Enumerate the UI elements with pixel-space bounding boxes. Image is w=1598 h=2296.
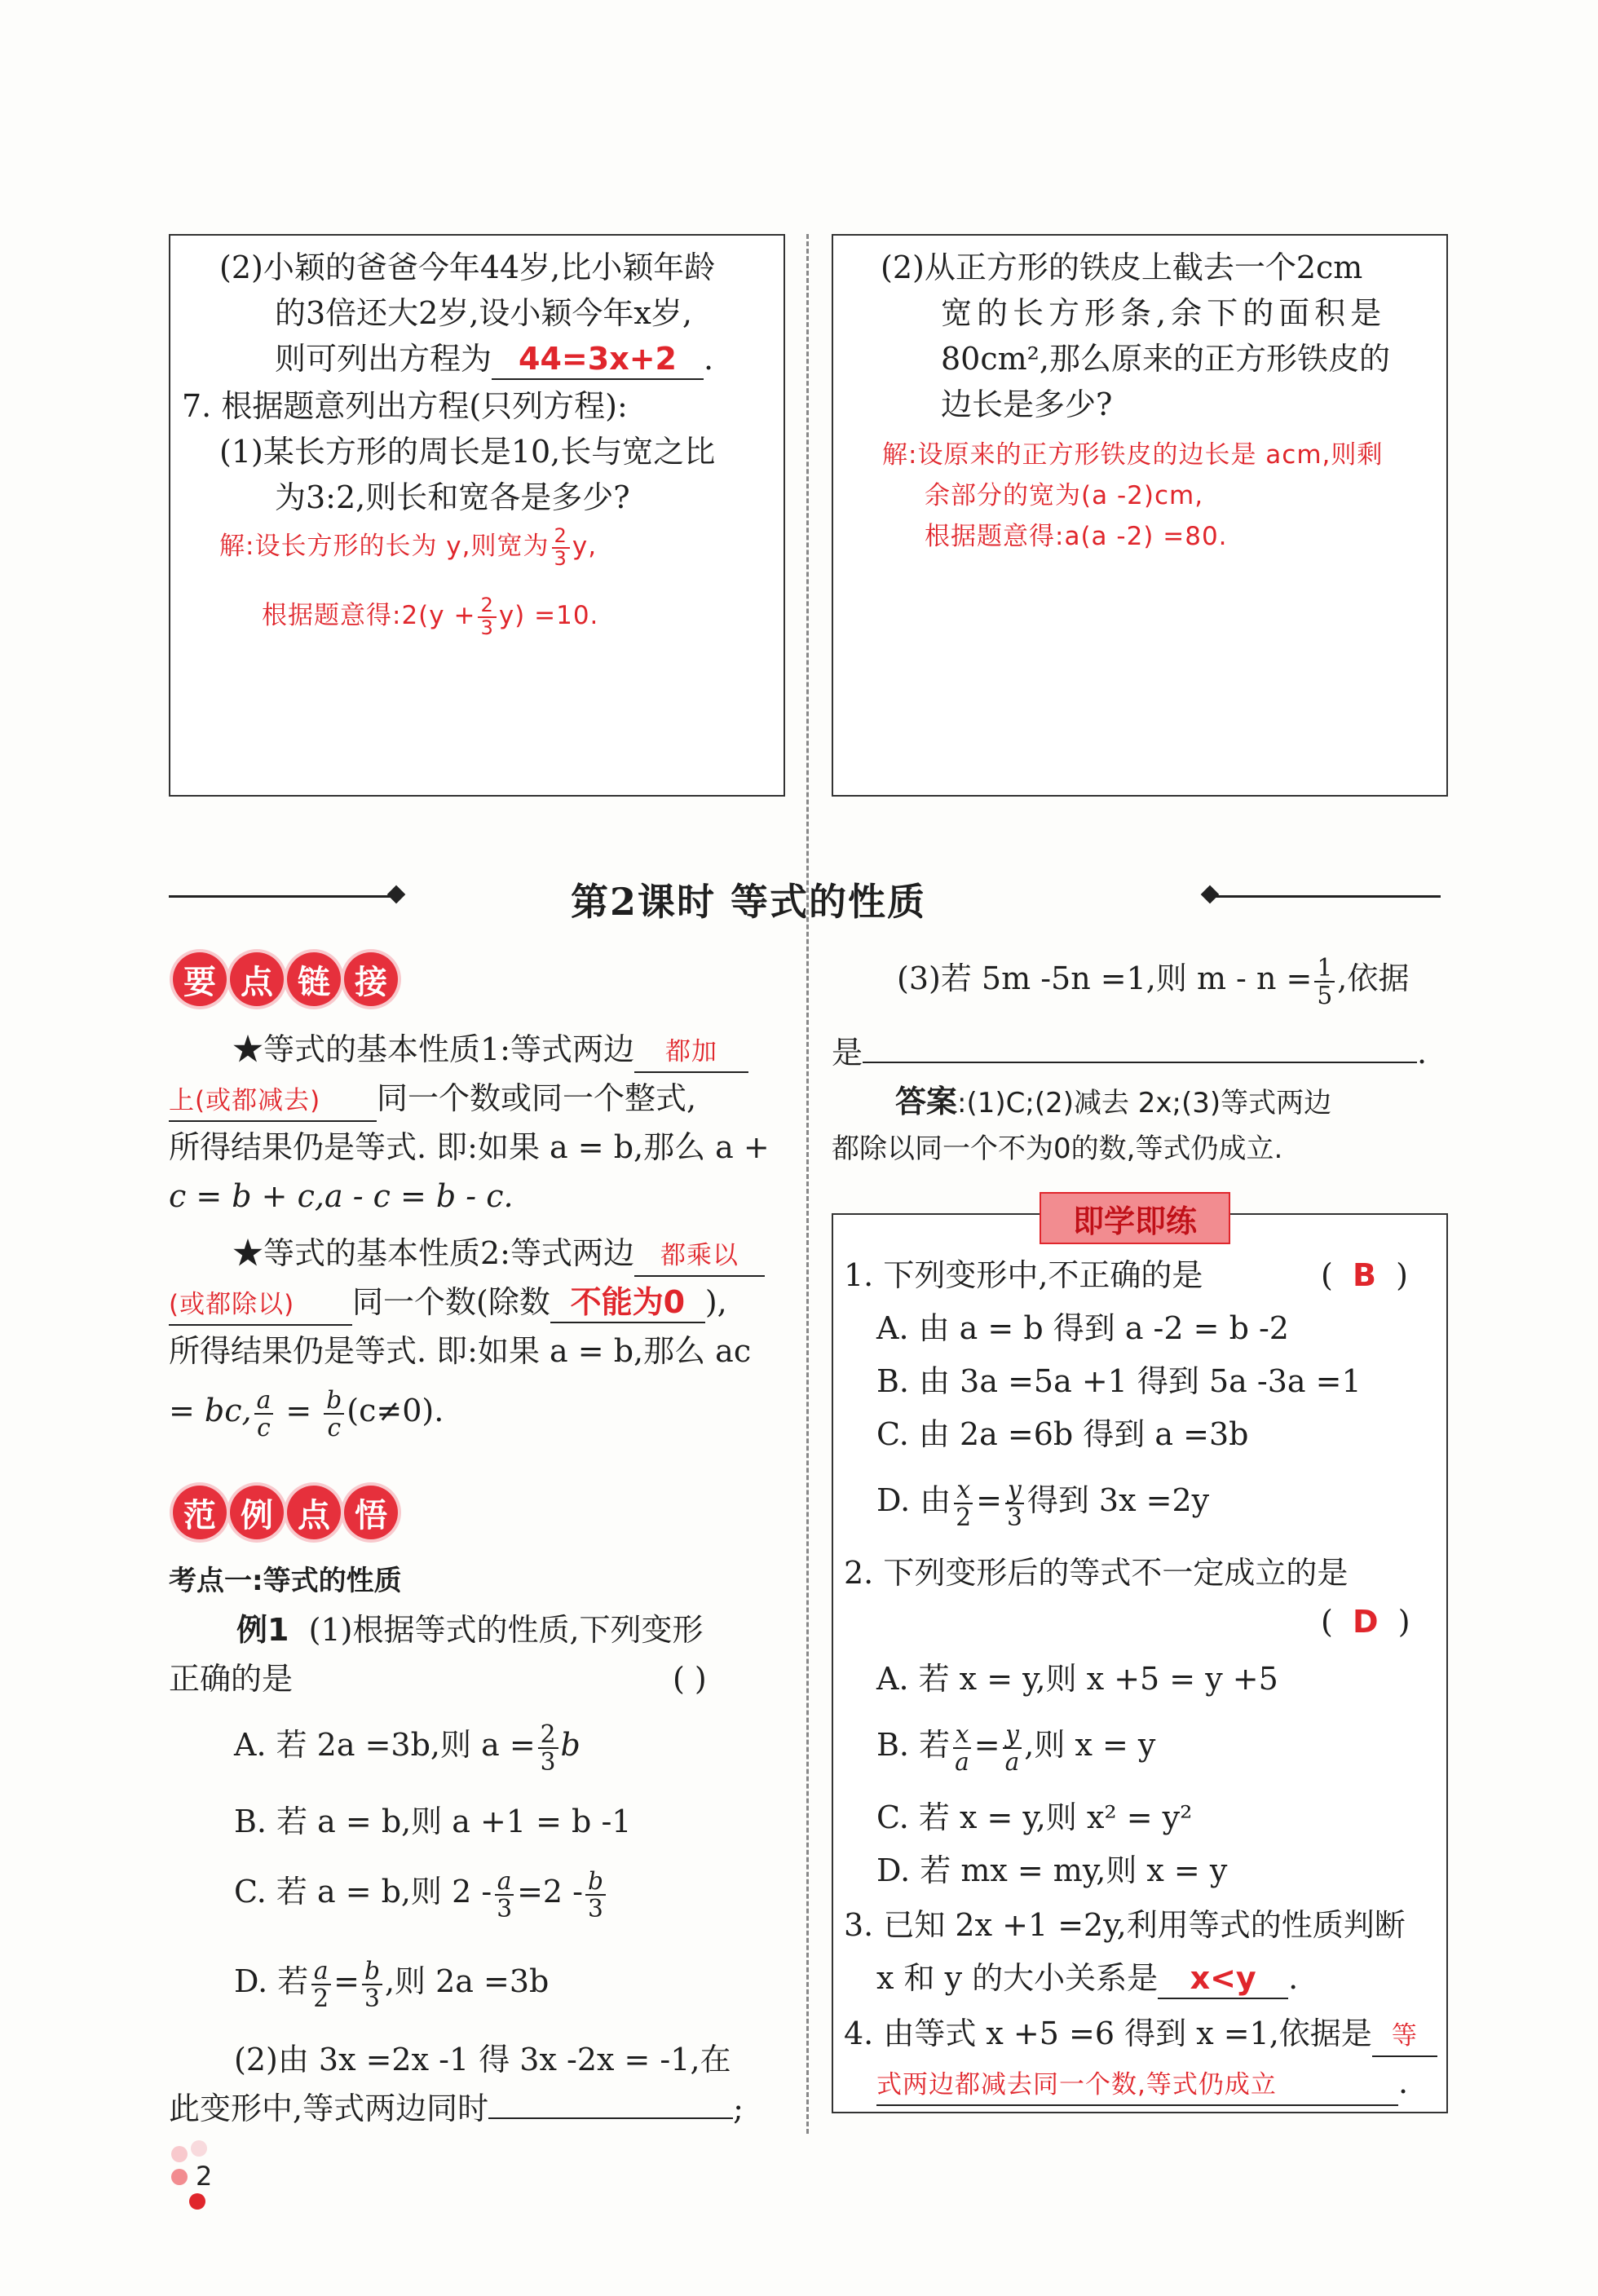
q2-answer: D	[1352, 1604, 1379, 1640]
q2-line1: (2)小颖的爸爸今年44岁,比小颖年龄	[219, 249, 716, 285]
q3-blank[interactable]	[863, 1060, 1417, 1063]
practice-q1-c: C. 由 2a =6b 得到 a =3b	[876, 1416, 1249, 1452]
decor-dot	[171, 2169, 188, 2185]
q3-text-c: 是	[832, 1035, 863, 1071]
title-rule-left	[169, 895, 397, 898]
practice-q4-line1	[844, 2010, 1437, 2057]
q3p-end: .	[1288, 1960, 1299, 1996]
example-option-b: B. 若 a = b,则 a +1 = b -1	[234, 1804, 632, 1839]
property2-line3: 所得结果仍是等式. 即:如果 a = b,那么 ac	[169, 1333, 752, 1369]
tr-sol2: 余部分的宽为(a -2)cm,	[925, 481, 1204, 510]
top-right-box	[832, 234, 1448, 797]
q4-answer-2: 式两边都减去同一个数,等式仍成立	[876, 2067, 1398, 2106]
q7-1-line2: 为3:2,则长和宽各是多少?	[275, 479, 630, 515]
practice-q2-a: A. 若 x = y,则 x +5 = y +5	[876, 1661, 1278, 1697]
practice-title-text: 即学即练	[1072, 1203, 1197, 1239]
q7-title: 7. 根据题意列出方程(只列方程):	[182, 388, 628, 424]
q4-end: .	[1398, 2064, 1409, 2100]
badge-char: 链	[287, 952, 341, 1006]
example-q3-line1: (3)若 5m -5n =1,则 m - n = $\frac{1}{5}$ ,依据	[897, 953, 1410, 1009]
p2-answer-3: 不能为0	[550, 1284, 705, 1323]
q2-prefix: 则可列出方程为	[275, 341, 492, 377]
practice-q2: 2. 下列变形后的等式不一定成立的是	[844, 1555, 1349, 1591]
decor-dot	[191, 2140, 207, 2157]
example1-line2: 正确的是	[169, 1661, 294, 1697]
example-q3-line2	[832, 1029, 1427, 1076]
key-point-title: 考点一:等式的性质	[169, 1565, 402, 1597]
sol1-tail: y,	[572, 532, 598, 561]
top-left-box	[169, 234, 785, 797]
property1-line1	[232, 1026, 748, 1073]
answer-text: :(1)C;(2)减去 2x;(3)等式两边	[957, 1087, 1332, 1119]
q2b-text: B. 若	[876, 1727, 951, 1763]
q3p-answer: x<y	[1158, 1960, 1288, 1999]
property1-line3: 所得结果仍是等式. 即:如果 a = b,那么 a +	[169, 1129, 770, 1165]
opt-c-text: C. 若 a = b,则 2 -	[234, 1874, 492, 1910]
q7-1-line1: (1)某长方形的周长是10,长与宽之比	[219, 434, 716, 470]
badge-char: 点	[287, 1486, 341, 1539]
ex2-end: ;	[733, 2091, 744, 2126]
sol2-tail: y) =10.	[498, 601, 599, 630]
practice-title	[1040, 1192, 1230, 1244]
tr-line4: 边长是多少?	[941, 386, 1113, 422]
title-rule-right	[1212, 895, 1441, 898]
example1-answer-paren: ( )	[673, 1661, 707, 1697]
q3p-text: x 和 y 的大小关系是	[876, 1960, 1159, 1996]
q1d-text: D. 由	[876, 1482, 951, 1518]
q1d-tail: 得到 3x =2y	[1026, 1482, 1210, 1518]
opt-d-eq: =	[333, 1963, 360, 1999]
column-divider	[806, 234, 809, 2134]
q3-text-a: (3)若 5m -5n =1,则 m - n =	[897, 960, 1313, 996]
sol2-frac-num: 2	[478, 595, 496, 617]
decor-dot	[189, 2193, 205, 2210]
p1-answer-1: 都加	[634, 1034, 748, 1073]
property1-line4: c = b + c,a - c = b - c.	[169, 1178, 514, 1214]
tr-sol1: 解:设原来的正方形铁皮的边长是 acm,则剩	[882, 440, 1384, 470]
example-label: 例1	[236, 1612, 289, 1648]
sol1-text: 解:设长方形的长为 y,则宽为	[219, 532, 550, 561]
q4-answer-1: 等	[1372, 2018, 1437, 2057]
answer-line2: 都除以同一个不为0的数,等式仍成立.	[832, 1133, 1283, 1165]
example1-line1	[236, 1606, 704, 1654]
q3-end: .	[1417, 1035, 1428, 1071]
practice-q3-line1: 3. 已知 2x +1 =2y,利用等式的性质判断	[844, 1907, 1406, 1943]
practice-q3-line2	[876, 1954, 1298, 2002]
p1-text-a: ★等式的基本性质1:等式两边	[232, 1031, 634, 1067]
p2-text-e1: = bc,	[169, 1393, 252, 1428]
sol2-frac-den: 3	[480, 616, 494, 639]
answer-line1	[895, 1078, 1331, 1127]
q2b-tail: ,则 x = y	[1024, 1727, 1156, 1763]
practice-q1: 1. 下列变形中,不正确的是	[844, 1257, 1203, 1293]
title-diamond-left	[387, 885, 406, 904]
tr-line2: 宽的长方形条,余下的面积是	[941, 295, 1387, 331]
tr-sol3: 根据题意得:a(a -2) =80.	[925, 522, 1228, 551]
opt-c-mid: =2 -	[517, 1874, 583, 1910]
badge-char: 例	[230, 1486, 284, 1539]
tr-line1: (2)从正方形的铁皮上截去一个2cm	[881, 249, 1363, 285]
badge-char: 要	[173, 952, 227, 1006]
q3-text-b: ,依据	[1337, 960, 1410, 996]
q2-line3: 则可列出方程为 44=3x+2 .	[275, 335, 713, 382]
p1-text-b: 同一个数或同一个整式,	[377, 1080, 697, 1116]
example2-line2	[169, 2085, 744, 2132]
q2b-eq: =	[973, 1727, 1000, 1763]
title-diamond-right	[1201, 885, 1220, 904]
q2-line2: 的3倍还大2岁,设小颖今年x岁,	[275, 295, 692, 331]
example-option-d: D. 若 $\frac{a}{2}$ = $\frac{b}{3}$ ,则 2a =3b	[234, 1956, 550, 2012]
p2-answer-1: 都乘以	[634, 1238, 765, 1277]
badge-char: 范	[173, 1486, 227, 1539]
p1-answer-2: 上(或都减去)	[169, 1083, 377, 1122]
practice-q2-answer: ( D )	[1321, 1604, 1410, 1640]
sol2-text: 根据题意得:2(y +	[262, 601, 476, 630]
example-option-a: A. 若 2a =3b,则 a = $\frac{2}{3}$ b	[234, 1720, 580, 1776]
p2-text-e2: (c≠0).	[347, 1393, 444, 1428]
ex2-text: 此变形中,等式两边同时	[169, 2091, 489, 2126]
practice-q4-line2	[876, 2059, 1408, 2106]
practice-q2-c: C. 若 x = y,则 x² = y²	[876, 1799, 1193, 1835]
badge-examples	[173, 1486, 398, 1539]
example-option-c: C. 若 a = b,则 2 - $\frac{a}{3}$ =2 - $\frac{b}{3}$	[234, 1863, 608, 1921]
opt-a-tail: b	[560, 1727, 580, 1763]
q1d-eq: =	[976, 1482, 1002, 1518]
p2-text-a: ★等式的基本性质2:等式两边	[232, 1235, 634, 1271]
ex2-blank[interactable]	[488, 2116, 733, 2119]
q4-text: 4. 由等式 x +5 =6 得到 x =1,依据是	[844, 2016, 1372, 2051]
tr-line3: 80cm²,那么原来的正方形铁皮的	[941, 341, 1390, 377]
opt-d-tail: ,则 2a =3b	[384, 1963, 550, 1999]
practice-q2-b: B. 若 $\frac{x}{a}$ = $\frac{y}{a}$ ,则 x = y	[876, 1720, 1156, 1776]
section-title: 第2课时 等式的性质	[571, 880, 927, 924]
badge-key-points	[173, 952, 398, 1006]
example-text: (1)根据等式的性质,下列变形	[308, 1612, 704, 1648]
property2-line1	[232, 1230, 765, 1277]
p2-text-c: ),	[704, 1284, 727, 1320]
opt-a-text: A. 若 2a =3b,则 a =	[234, 1727, 536, 1763]
opt-d-text: D. 若	[234, 1963, 309, 1999]
practice-q1-d: D. 由 $\frac{x}{2}$ = $\frac{y}{3}$ 得到 3x =2y	[876, 1475, 1210, 1531]
q1-answer: B	[1352, 1257, 1376, 1293]
p2-text-b: 同一个数(除数	[352, 1284, 550, 1320]
practice-q1-b: B. 由 3a =5a +1 得到 5a -3a =1	[876, 1363, 1362, 1399]
decor-dot	[171, 2146, 188, 2162]
badge-char: 接	[344, 952, 398, 1006]
property1-line2	[169, 1075, 696, 1122]
sol1-frac-den: 3	[554, 546, 567, 570]
practice-q1-answer: ( B )	[1321, 1257, 1408, 1293]
solution-1-line1	[219, 525, 597, 569]
practice-q2-d: D. 若 mx = my,则 x = y	[876, 1852, 1228, 1888]
property2-line2	[169, 1278, 727, 1326]
q2-answer: 44=3x+2	[492, 341, 704, 380]
property2-line4: = bc, $\frac{a}{c}$ = $\frac{b}{c}$ (c≠0).	[169, 1385, 444, 1442]
solution-1-line2	[262, 594, 598, 638]
example2-line1: (2)由 3x =2x -1 得 3x -2x = -1,在	[234, 2042, 731, 2077]
sol1-frac-num: 2	[552, 526, 570, 548]
answer-label: 答案	[895, 1084, 958, 1119]
practice-q1-a: A. 由 a = b 得到 a -2 = b -2	[876, 1310, 1289, 1346]
page-number: 2	[196, 2161, 213, 2192]
badge-char: 点	[230, 952, 284, 1006]
p2-answer-2: (或都除以)	[169, 1287, 352, 1326]
badge-char: 悟	[344, 1486, 398, 1539]
